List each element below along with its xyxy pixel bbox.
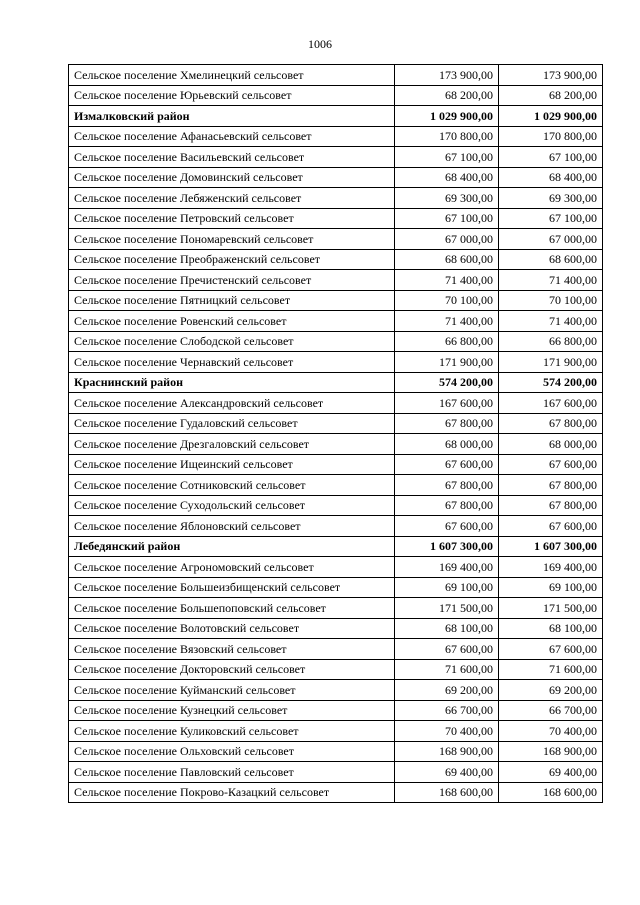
amount-col-2: 1 029 900,00 <box>499 106 603 127</box>
settlement-name: Сельское поселение Большеизбищенский сельсовет <box>69 577 395 598</box>
amount-col-2: 168 600,00 <box>499 782 603 803</box>
amount-col-2: 67 000,00 <box>499 229 603 250</box>
amount-col-1: 170 800,00 <box>395 126 499 147</box>
settlement-name: Сельское поселение Пономаревский сельсовет <box>69 229 395 250</box>
settlement-name: Сельское поселение Преображенский сельсовет <box>69 249 395 270</box>
settlement-name: Сельское поселение Яблоновский сельсовет <box>69 516 395 537</box>
amount-col-1: 66 800,00 <box>395 331 499 352</box>
table-row <box>69 290 603 311</box>
table-row <box>69 598 603 619</box>
settlement-name: Сельское поселение Куйманский сельсовет <box>69 680 395 701</box>
amount-col-1: 168 900,00 <box>395 741 499 762</box>
table-row <box>69 393 603 414</box>
table-row <box>69 557 603 578</box>
amount-col-1: 171 500,00 <box>395 598 499 619</box>
settlement-name: Сельское поселение Агрономовский сельсовет <box>69 557 395 578</box>
amount-col-2: 71 600,00 <box>499 659 603 680</box>
settlement-name: Сельское поселение Лебяженский сельсовет <box>69 188 395 209</box>
amount-col-1: 71 400,00 <box>395 270 499 291</box>
amount-col-1: 71 600,00 <box>395 659 499 680</box>
amount-col-2: 71 400,00 <box>499 270 603 291</box>
amount-col-2: 574 200,00 <box>499 372 603 393</box>
amount-col-2: 70 400,00 <box>499 721 603 742</box>
amount-col-1: 67 100,00 <box>395 208 499 229</box>
settlement-name: Сельское поселение Петровский сельсовет <box>69 208 395 229</box>
amount-col-2: 67 600,00 <box>499 516 603 537</box>
amount-col-2: 170 800,00 <box>499 126 603 147</box>
settlement-name: Сельское поселение Афанасьевский сельсовет <box>69 126 395 147</box>
settlement-name: Сельское поселение Александровский сельсовет <box>69 393 395 414</box>
amount-col-2: 69 300,00 <box>499 188 603 209</box>
amount-col-1: 67 600,00 <box>395 639 499 660</box>
amount-col-2: 67 800,00 <box>499 413 603 434</box>
table-row <box>69 741 603 762</box>
amount-col-2: 70 100,00 <box>499 290 603 311</box>
table-row <box>69 270 603 291</box>
amount-col-1: 68 200,00 <box>395 85 499 106</box>
table-row <box>69 721 603 742</box>
amount-col-1: 171 900,00 <box>395 352 499 373</box>
table-row <box>69 618 603 639</box>
table-row <box>69 659 603 680</box>
amount-col-2: 69 400,00 <box>499 762 603 783</box>
table-row <box>69 249 603 270</box>
table-row <box>69 577 603 598</box>
settlement-name: Сельское поселение Ровенский сельсовет <box>69 311 395 332</box>
settlement-name: Сельское поселение Сотниковский сельсовет <box>69 475 395 496</box>
table-row <box>69 352 603 373</box>
settlement-name: Сельское поселение Павловский сельсовет <box>69 762 395 783</box>
district-row <box>69 106 603 127</box>
table-row <box>69 147 603 168</box>
amount-col-2: 171 900,00 <box>499 352 603 373</box>
table-row <box>69 188 603 209</box>
amount-col-1: 67 800,00 <box>395 475 499 496</box>
table-row <box>69 85 603 106</box>
amount-col-1: 68 400,00 <box>395 167 499 188</box>
settlement-name: Сельское поселение Куликовский сельсовет <box>69 721 395 742</box>
district-name: Лебедянский район <box>69 536 395 557</box>
amount-col-1: 67 100,00 <box>395 147 499 168</box>
amount-col-1: 69 100,00 <box>395 577 499 598</box>
page-number: 1006 <box>308 37 332 51</box>
amount-col-2: 66 700,00 <box>499 700 603 721</box>
amount-col-1: 69 200,00 <box>395 680 499 701</box>
amount-col-1: 69 400,00 <box>395 762 499 783</box>
amount-col-2: 67 600,00 <box>499 639 603 660</box>
amount-col-2: 68 600,00 <box>499 249 603 270</box>
amount-col-1: 167 600,00 <box>395 393 499 414</box>
settlement-name: Сельское поселение Хмелинецкий сельсовет <box>69 65 395 86</box>
amount-col-2: 69 100,00 <box>499 577 603 598</box>
settlement-name: Сельское поселение Слободской сельсовет <box>69 331 395 352</box>
settlement-name: Сельское поселение Волотовский сельсовет <box>69 618 395 639</box>
amount-col-2: 67 600,00 <box>499 454 603 475</box>
settlement-name: Сельское поселение Васильевский сельсовет <box>69 147 395 168</box>
table-row <box>69 126 603 147</box>
settlement-name: Сельское поселение Гудаловский сельсовет <box>69 413 395 434</box>
settlement-name: Сельское поселение Ищеинский сельсовет <box>69 454 395 475</box>
district-row <box>69 372 603 393</box>
amount-col-1: 71 400,00 <box>395 311 499 332</box>
settlement-name: Сельское поселение Ольховский сельсовет <box>69 741 395 762</box>
district-name: Краснинский район <box>69 372 395 393</box>
amount-col-2: 168 900,00 <box>499 741 603 762</box>
amount-col-1: 169 400,00 <box>395 557 499 578</box>
amount-col-1: 67 800,00 <box>395 413 499 434</box>
amount-col-2: 173 900,00 <box>499 65 603 86</box>
table-row <box>69 167 603 188</box>
amount-col-1: 173 900,00 <box>395 65 499 86</box>
amount-col-2: 68 400,00 <box>499 167 603 188</box>
table-row <box>69 208 603 229</box>
amount-col-2: 66 800,00 <box>499 331 603 352</box>
amount-col-1: 574 200,00 <box>395 372 499 393</box>
amount-col-1: 68 100,00 <box>395 618 499 639</box>
table-row <box>69 782 603 803</box>
settlement-name: Сельское поселение Вязовский сельсовет <box>69 639 395 660</box>
amount-col-2: 1 607 300,00 <box>499 536 603 557</box>
amount-col-2: 169 400,00 <box>499 557 603 578</box>
amount-col-1: 67 600,00 <box>395 516 499 537</box>
budget-table-body <box>69 65 603 803</box>
amount-col-2: 68 100,00 <box>499 618 603 639</box>
table-row <box>69 516 603 537</box>
settlement-name: Сельское поселение Пречистенский сельсовет <box>69 270 395 291</box>
amount-col-1: 67 000,00 <box>395 229 499 250</box>
amount-col-2: 69 200,00 <box>499 680 603 701</box>
table-row <box>69 700 603 721</box>
amount-col-1: 1 607 300,00 <box>395 536 499 557</box>
amount-col-1: 67 600,00 <box>395 454 499 475</box>
amount-col-1: 68 000,00 <box>395 434 499 455</box>
settlement-name: Сельское поселение Домовинский сельсовет <box>69 167 395 188</box>
amount-col-1: 168 600,00 <box>395 782 499 803</box>
amount-col-1: 70 400,00 <box>395 721 499 742</box>
amount-col-2: 67 100,00 <box>499 208 603 229</box>
amount-col-2: 67 800,00 <box>499 495 603 516</box>
table-row <box>69 680 603 701</box>
table-row <box>69 331 603 352</box>
amount-col-1: 68 600,00 <box>395 249 499 270</box>
settlement-name: Сельское поселение Большепоповский сельсовет <box>69 598 395 619</box>
amount-col-1: 69 300,00 <box>395 188 499 209</box>
district-row <box>69 536 603 557</box>
amount-col-1: 1 029 900,00 <box>395 106 499 127</box>
budget-table <box>68 64 603 803</box>
amount-col-1: 67 800,00 <box>395 495 499 516</box>
amount-col-2: 67 800,00 <box>499 475 603 496</box>
table-row <box>69 311 603 332</box>
amount-col-2: 67 100,00 <box>499 147 603 168</box>
table-row <box>69 639 603 660</box>
settlement-name: Сельское поселение Пятницкий сельсовет <box>69 290 395 311</box>
table-row <box>69 495 603 516</box>
amount-col-2: 68 000,00 <box>499 434 603 455</box>
table-row <box>69 762 603 783</box>
district-name: Измалковский район <box>69 106 395 127</box>
settlement-name: Сельское поселение Дрезгаловский сельсовет <box>69 434 395 455</box>
amount-col-2: 171 500,00 <box>499 598 603 619</box>
table-row <box>69 413 603 434</box>
settlement-name: Сельское поселение Докторовский сельсовет <box>69 659 395 680</box>
table-row <box>69 229 603 250</box>
settlement-name: Сельское поселение Покрово-Казацкий сельсовет <box>69 782 395 803</box>
table-row <box>69 475 603 496</box>
amount-col-2: 68 200,00 <box>499 85 603 106</box>
table-row <box>69 454 603 475</box>
settlement-name: Сельское поселение Юрьевский сельсовет <box>69 85 395 106</box>
amount-col-2: 167 600,00 <box>499 393 603 414</box>
table-row <box>69 434 603 455</box>
settlement-name: Сельское поселение Чернавский сельсовет <box>69 352 395 373</box>
amount-col-1: 70 100,00 <box>395 290 499 311</box>
settlement-name: Сельское поселение Суходольский сельсовет <box>69 495 395 516</box>
settlement-name: Сельское поселение Кузнецкий сельсовет <box>69 700 395 721</box>
amount-col-2: 71 400,00 <box>499 311 603 332</box>
amount-col-1: 66 700,00 <box>395 700 499 721</box>
table-row <box>69 65 603 86</box>
